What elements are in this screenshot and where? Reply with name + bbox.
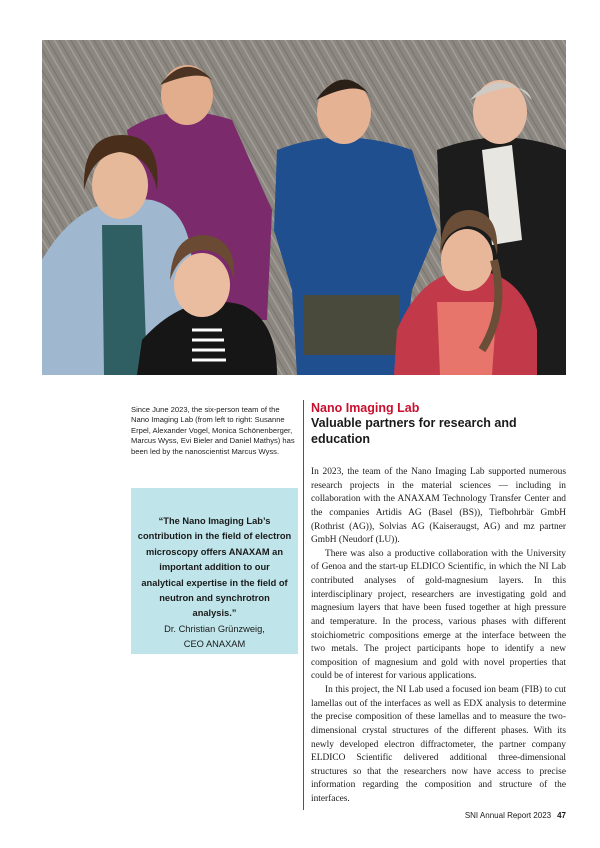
photo-caption: Since June 2023, the six-person team of the Nano Imaging Lab (from left to right: Susanne Erpel, Alexander Vogel, Monica Schönenberger, Marcus Wyss, Evi Bieler and Daniel Mathys) has been led by the nanoscientist Marcus Wyss. [131,405,295,456]
column-divider [303,400,304,810]
section-label: Nano Imaging Lab [311,401,420,415]
article-paragraph: In 2023, the team of the Nano Imaging Lab supported numerous research projects in the material sciences — including in collaboration with the ANAXAM Technology Transfer Center and the companies Artidis AG (Basel (BS)), Tiefbohrbär GmbH (Rothrist (AG)), Solvias AG (Kaiseraugst, AG) and mz partner GmbH (Neudorf (LU)). [311,467,566,546]
pull-quote-role: CEO ANAXAM [183,639,246,650]
pull-quote-author: Dr. Christian Grünzweig, [164,623,265,634]
article-body [311,466,566,807]
page-number: 47 [557,811,566,820]
pull-quote-box [131,488,298,654]
pull-quote-text: “The Nano Imaging Lab’s contribution in the field of electron microscopy offers ANAXAM an important addition to our analytical expertise in the field of neutron and synchrotron analysis.” [137,516,292,619]
report-title: SNI Annual Report 2023 [464,811,552,820]
team-photo [42,40,566,375]
article-paragraph: In this project, the NI Lab used a focused ion beam (FIB) to cut lamellas out of the interfaces as well as EDX analysis to determine the precise composition of these lamellas and to measure the two-dimensional crystal structures of the different phases. With its newly developed electron diffractometer, the partner company ELDICO Scientific delivered additional three-dimensional structures so that the researchers now have access to precise information regarding the composition and structure of the interfaces. [311,685,566,804]
article-headline: Valuable partners for research and education [311,416,517,446]
page-footer [465,811,566,820]
team-photo-icon [42,40,566,375]
article-paragraph: There was also a productive collaboration with the University of Genoa and the start-up ELDICO Scientific, in which the NI Lab contributed analyses of gold-magnesium layers. In this interdisciplinary project, researchers are investigating gold and magnesium layers that have been fused together at high pressure and temperature. In the process, various phases with different stoichiometric compositions emerge at the interface between the two metals. The project participants hope to identify a new composition of magnesium and gold with novel properties that could be of interest for various applications. [311,548,566,682]
